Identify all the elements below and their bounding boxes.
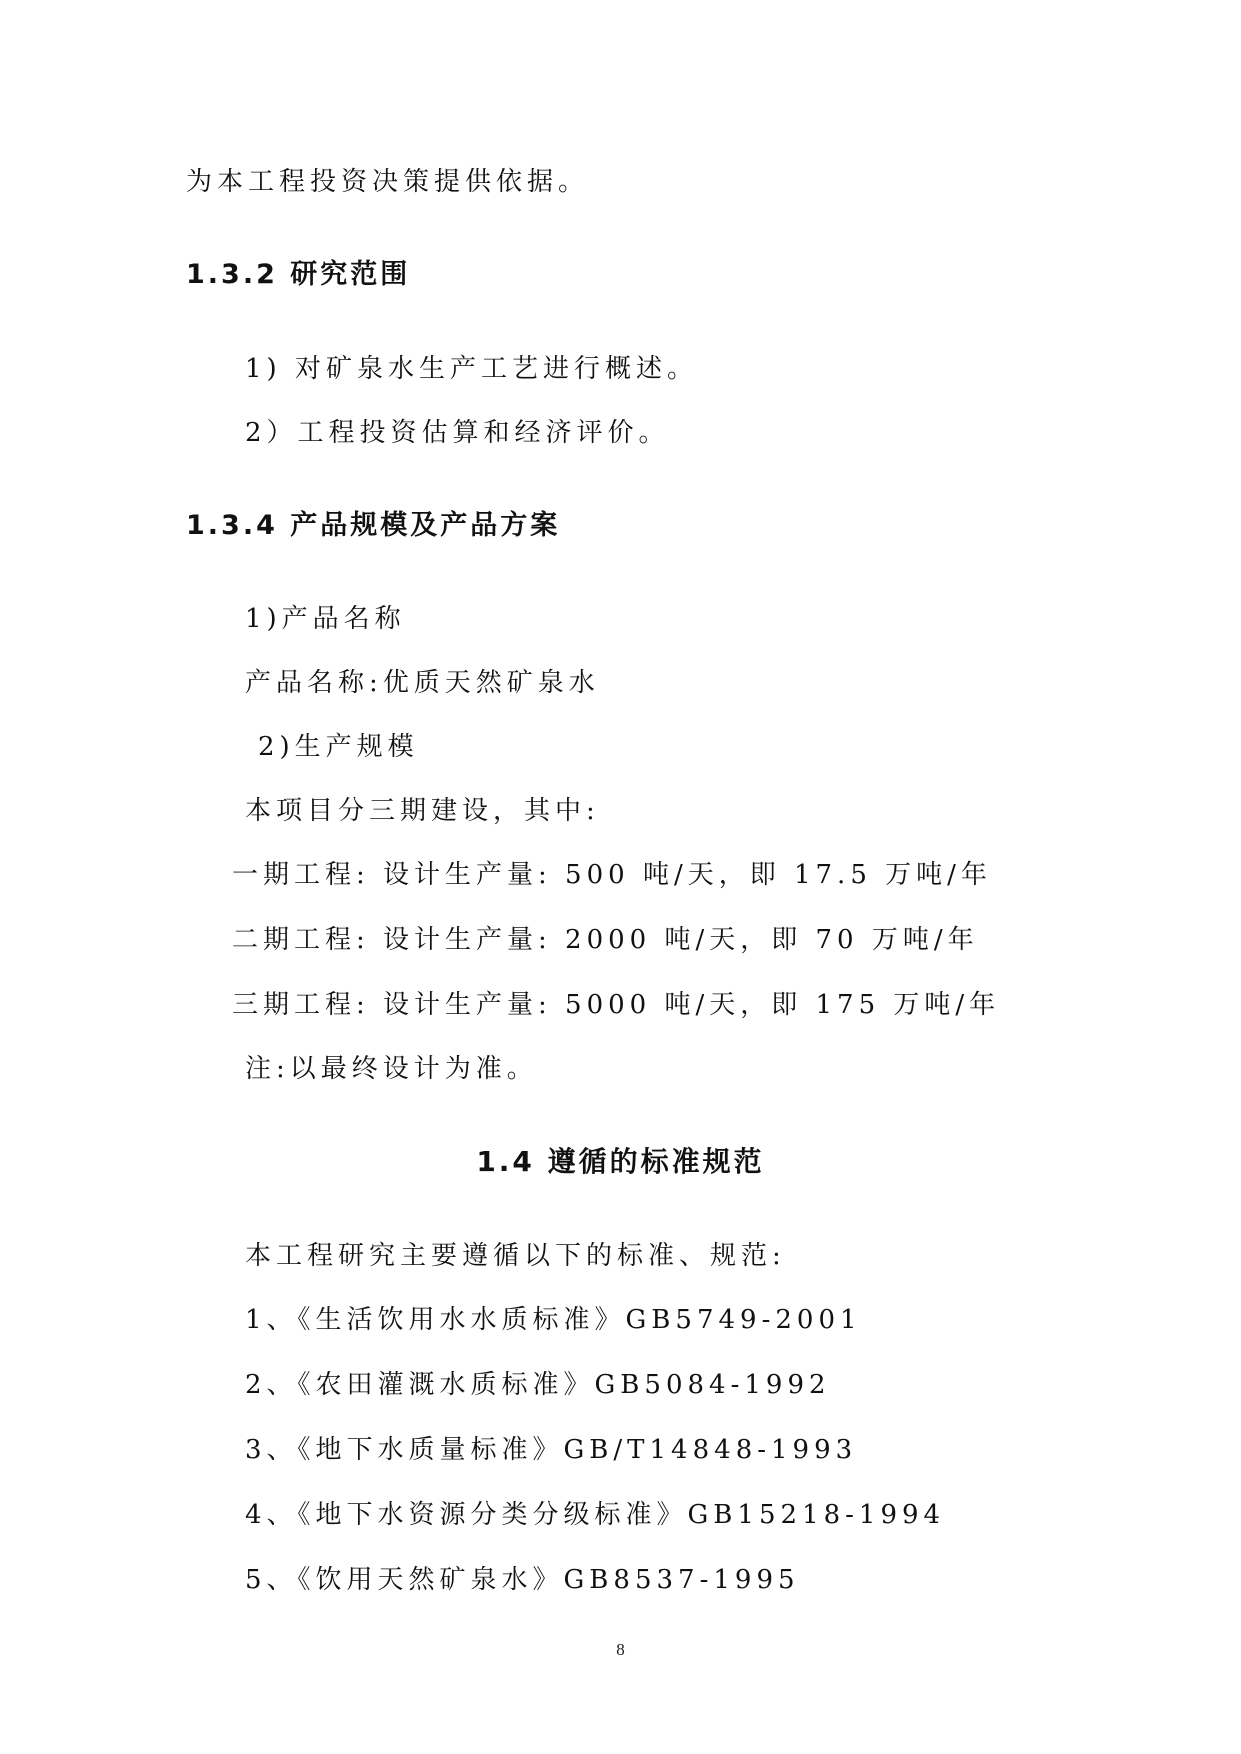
page-number: 8 [616,1640,625,1659]
standard-item-3: 3、《地下水质量标准》GB/T14848-1993 [245,1435,858,1465]
section-heading-1-3-2: 1.3.2 研究范围 [186,259,411,290]
phase-line-2: 二期工程: 设计生产量: 2000 吨/天，即 70 万吨/年 [232,925,979,955]
phase-line-1: 一期工程: 设计生产量: 500 吨/天，即 17.5 万吨/年 [232,860,992,890]
standards-intro: 本工程研究主要遵循以下的标准、规范: [245,1241,786,1271]
product-name: 产品名称:优质天然矿泉水 [245,668,600,698]
section-heading-1-4: 1.4 遵循的标准规范 [476,1145,765,1178]
design-note: 注:以最终设计为准。 [245,1054,538,1084]
phase-line-3: 三期工程: 设计生产量: 5000 吨/天，即 175 万吨/年 [232,990,1001,1020]
intro-line: 为本工程投资决策提供依据。 [186,167,590,197]
product-name-label: 1)产品名称 [245,604,406,634]
production-scale-label: 2)生产规模 [258,732,419,762]
standard-item-2: 2、《农田灌溉水质标准》GB5084-1992 [245,1370,831,1400]
scope-item-2: 2）工程投资估算和经济评价。 [245,418,670,448]
standard-item-5: 5、《饮用天然矿泉水》GB8537-1995 [245,1565,800,1595]
standard-item-1: 1、《生活饮用水水质标准》GB5749-2001 [245,1305,862,1335]
scope-item-1: 1) 对矿泉水生产工艺进行概述。 [245,354,698,384]
standard-item-4: 4、《地下水资源分类分级标准》GB15218-1994 [245,1500,946,1530]
section-heading-1-3-4: 1.3.4 产品规模及产品方案 [186,510,561,541]
phases-intro: 本项目分三期建设，其中: [245,796,600,826]
